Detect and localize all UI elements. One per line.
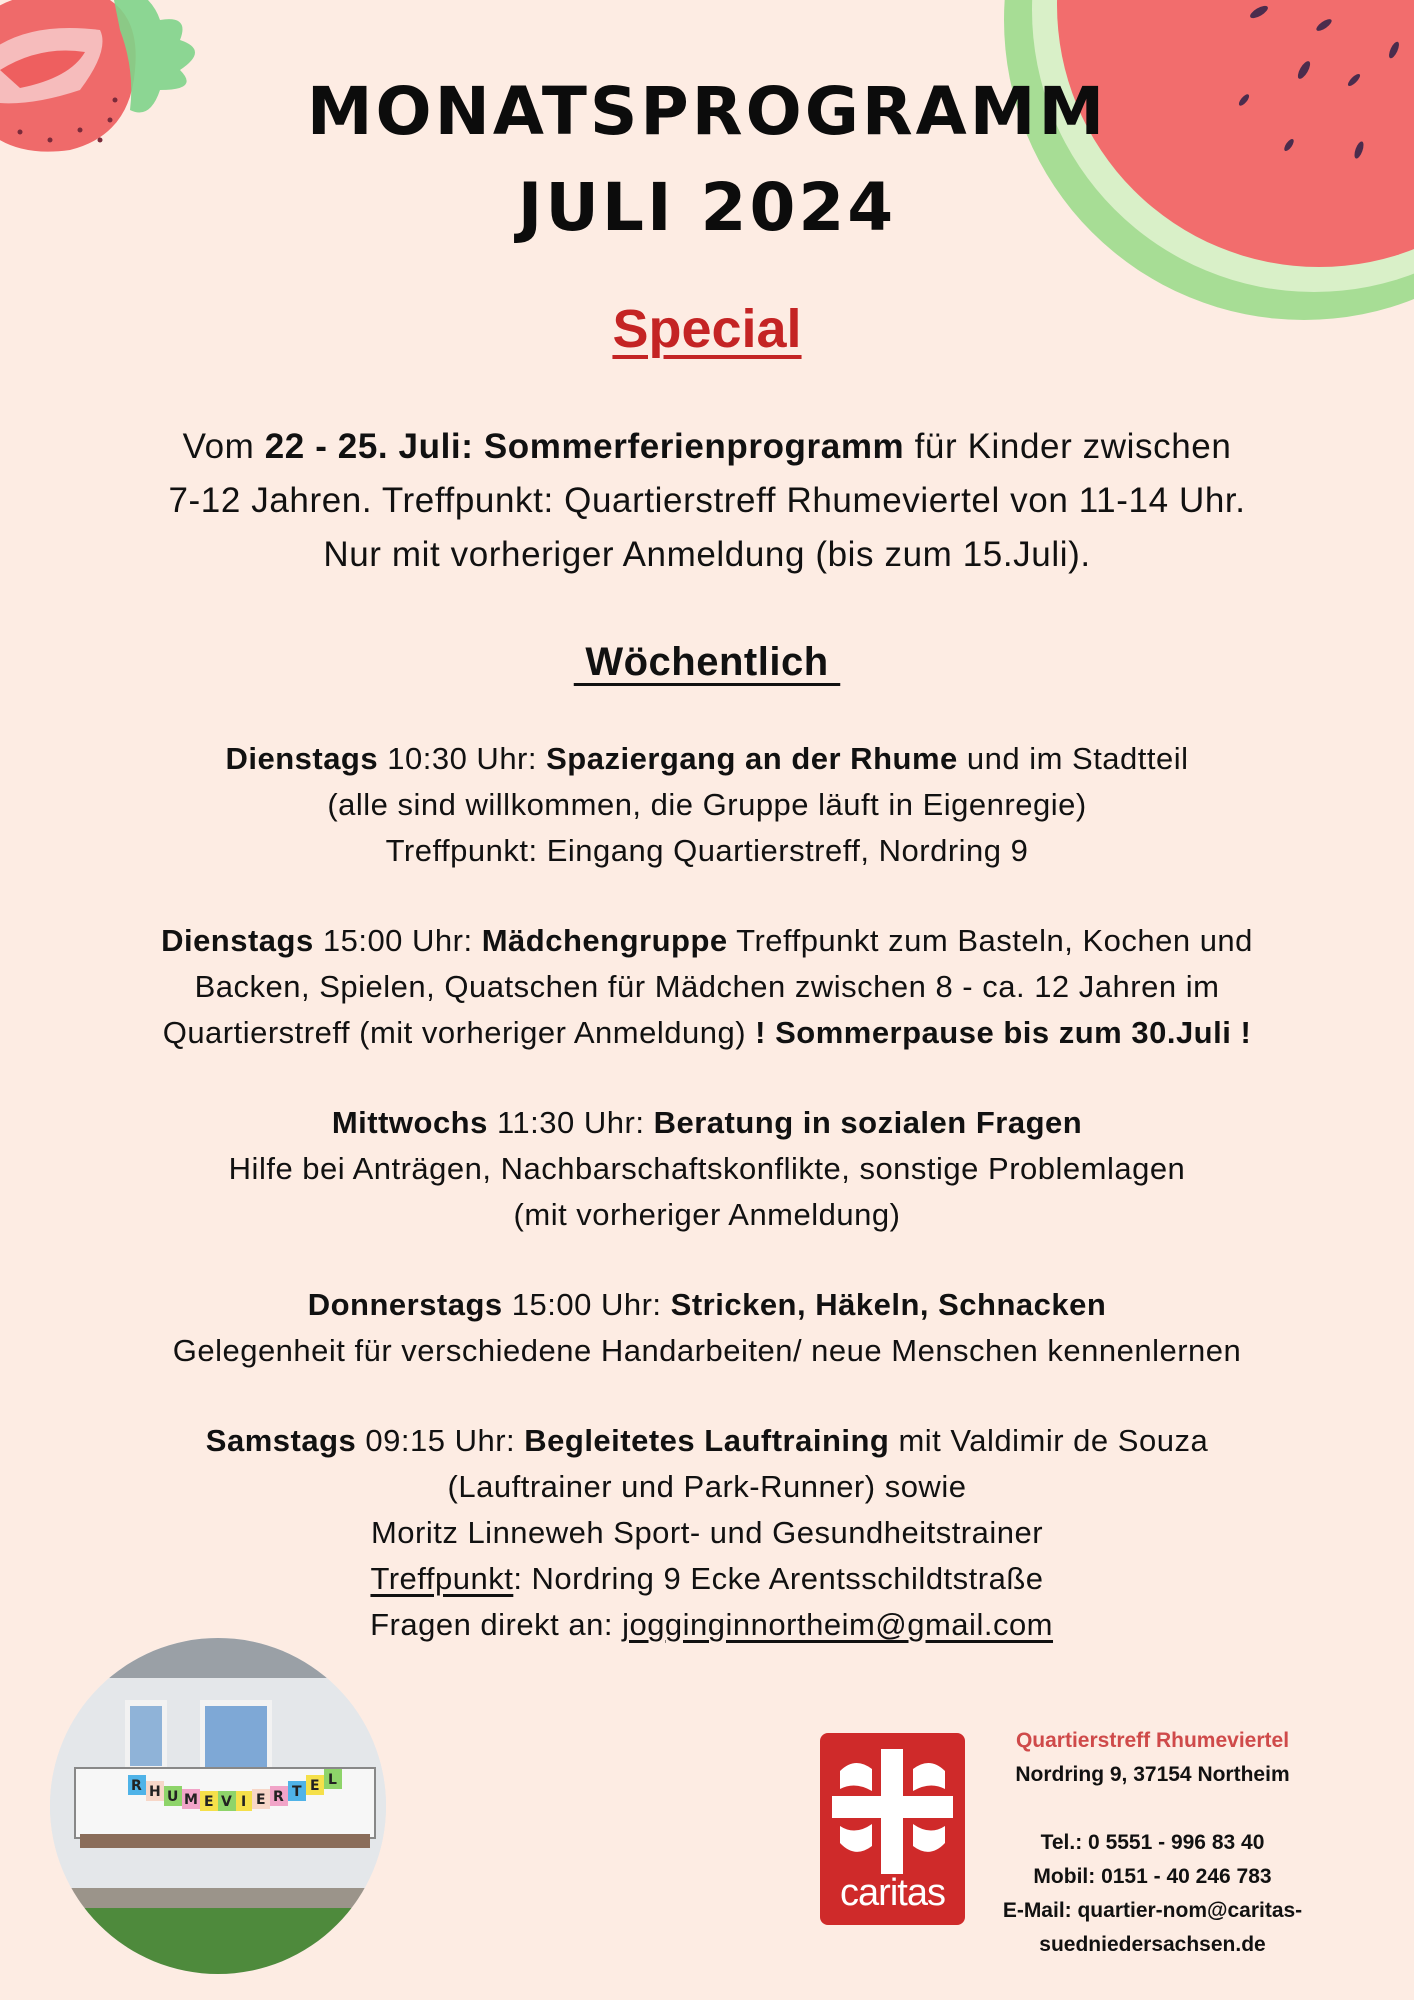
entry-line: Treffpunkt: Eingang Quartierstreff, Nordring 9: [385, 833, 1029, 868]
entry-line: Moritz Linneweh Sport- und Gesundheitstrainer: [370, 1515, 1044, 1550]
entry-line: [40, 1010, 1374, 1056]
svg-text:T: T: [292, 1784, 302, 1800]
special-line-2: 7-12 Jahren. Treffpunkt: Quartierstreff Rhumeviertel von 11-14 Uhr.: [168, 481, 1246, 520]
entry-activity: Stricken, Häkeln, Schnacken: [670, 1287, 1107, 1322]
entry-line: [40, 1100, 1374, 1146]
special-text: Vom: [182, 427, 265, 466]
entry-tuesday-girls-group: [40, 918, 1374, 1056]
svg-text:R: R: [131, 1778, 142, 1794]
svg-text:V: V: [221, 1794, 232, 1810]
jogging-email-link[interactable]: jogginginnortheim@gmail.com: [622, 1607, 1054, 1642]
weekly-heading: [0, 640, 1414, 685]
title-line-2: JULI 2024: [517, 169, 897, 246]
entry-text: und im Stadtteil: [957, 741, 1189, 776]
svg-text:I: I: [241, 1794, 247, 1810]
caritas-logo: [820, 1733, 965, 1925]
special-line-1: [40, 420, 1374, 474]
email-line-2: suedniedersachsen.de: [1039, 1933, 1266, 1956]
entry-thursday-knitting: [40, 1282, 1374, 1374]
entry-day: Dienstags: [161, 923, 314, 958]
page-title: [0, 64, 1414, 256]
special-line-3: Nur mit vorheriger Anmeldung (bis zum 15.Juli).: [323, 535, 1091, 574]
balcony-photo-image-icon: [50, 1638, 386, 1974]
entry-line: (mit vorheriger Anmeldung): [513, 1197, 901, 1232]
phone: Tel.: 0 5551 - 996 83 40: [1040, 1831, 1265, 1854]
address: Nordring 9, 37154 Northeim: [1015, 1763, 1290, 1786]
spacer: [975, 1792, 1330, 1826]
title-line-1: MONATSPROGRAMM: [306, 73, 1108, 150]
svg-text:R: R: [273, 1789, 284, 1805]
special-description: [40, 420, 1374, 582]
entry-activity: Beratung in sozialen Fragen: [653, 1105, 1083, 1140]
entry-tuesday-walk: [40, 736, 1374, 874]
entry-activity: Mädchengruppe: [481, 923, 728, 958]
email-line-1: E-Mail: quartier-nom@caritas-: [1002, 1899, 1303, 1922]
summer-break-notice: ! Sommerpause bis zum 30.Juli !: [755, 1015, 1252, 1050]
entry-text: mit Valdimir de Souza: [889, 1423, 1209, 1458]
entry-time: 15:00 Uhr:: [313, 923, 482, 958]
entry-line: Hilfe bei Anträgen, Nachbarschaftskonflikte, sonstige Problemlagen: [228, 1151, 1186, 1186]
entry-time: 10:30 Uhr:: [378, 741, 547, 776]
entry-saturday-running: [40, 1418, 1374, 1648]
entry-line: [40, 1418, 1374, 1464]
entry-day: Samstags: [205, 1423, 357, 1458]
entry-line: Backen, Spielen, Quatschen für Mädchen zwischen 8 - ca. 12 Jahren im: [194, 969, 1220, 1004]
caritas-cross-icon: [820, 1741, 965, 1881]
organization-name: Quartierstreff Rhumeviertel: [1015, 1729, 1290, 1752]
entry-time: 15:00 Uhr:: [502, 1287, 671, 1322]
special-text: für Kinder zwischen: [904, 427, 1232, 466]
entry-line: [40, 736, 1374, 782]
rhumeviertel-balcony-photo: [50, 1638, 386, 1974]
entry-line: (Lauftrainer und Park-Runner) sowie: [447, 1469, 967, 1504]
entry-activity: Spaziergang an der Rhume: [546, 741, 958, 776]
svg-text:H: H: [149, 1784, 161, 1800]
svg-text:E: E: [204, 1794, 214, 1810]
svg-text:M: M: [184, 1792, 198, 1808]
entry-day: Mittwochs: [331, 1105, 488, 1140]
contact-label: Fragen direkt an:: [360, 1607, 623, 1642]
entry-text: Treffpunkt zum Basteln, Kochen und: [727, 923, 1253, 958]
entry-line: [40, 918, 1374, 964]
entry-line: Gelegenheit für verschiedene Handarbeiten/ neue Menschen kennenlernen: [172, 1333, 1242, 1368]
entry-line: [40, 1556, 1374, 1602]
entry-time: 09:15 Uhr:: [356, 1423, 525, 1458]
special-dates-bold: 22 - 25. Juli: Sommerferienprogramm: [264, 427, 905, 466]
entry-activity: Begleitetes Lauftraining: [524, 1423, 890, 1458]
entry-wednesday-counseling: [40, 1100, 1374, 1238]
svg-text:E: E: [310, 1778, 320, 1794]
special-heading: [0, 298, 1414, 360]
svg-text:L: L: [328, 1772, 337, 1788]
entry-time: 11:30 Uhr:: [487, 1105, 654, 1140]
weekly-entries: [40, 736, 1374, 1692]
svg-text:E: E: [256, 1792, 266, 1808]
entry-line: (alle sind willkommen, die Gruppe läuft in Eigenregie): [327, 787, 1087, 822]
caritas-logo-text: caritas: [840, 1872, 945, 1914]
weekly-heading-text: Wöchentlich: [573, 640, 841, 684]
entry-day: Donnerstags: [307, 1287, 503, 1322]
special-heading-text: Special: [612, 299, 802, 359]
svg-text:U: U: [167, 1789, 179, 1805]
meeting-point-address: : Nordring 9 Ecke Arentsschildtstraße: [513, 1561, 1044, 1596]
entry-text: Quartierstreff (mit vorheriger Anmeldung): [162, 1015, 756, 1050]
entry-line: [40, 1282, 1374, 1328]
entry-day: Dienstags: [225, 741, 379, 776]
mobile-phone: Mobil: 0151 - 40 246 783: [1033, 1865, 1272, 1888]
meeting-point-label: Treffpunkt: [370, 1561, 514, 1596]
contact-block: [975, 1724, 1330, 1962]
